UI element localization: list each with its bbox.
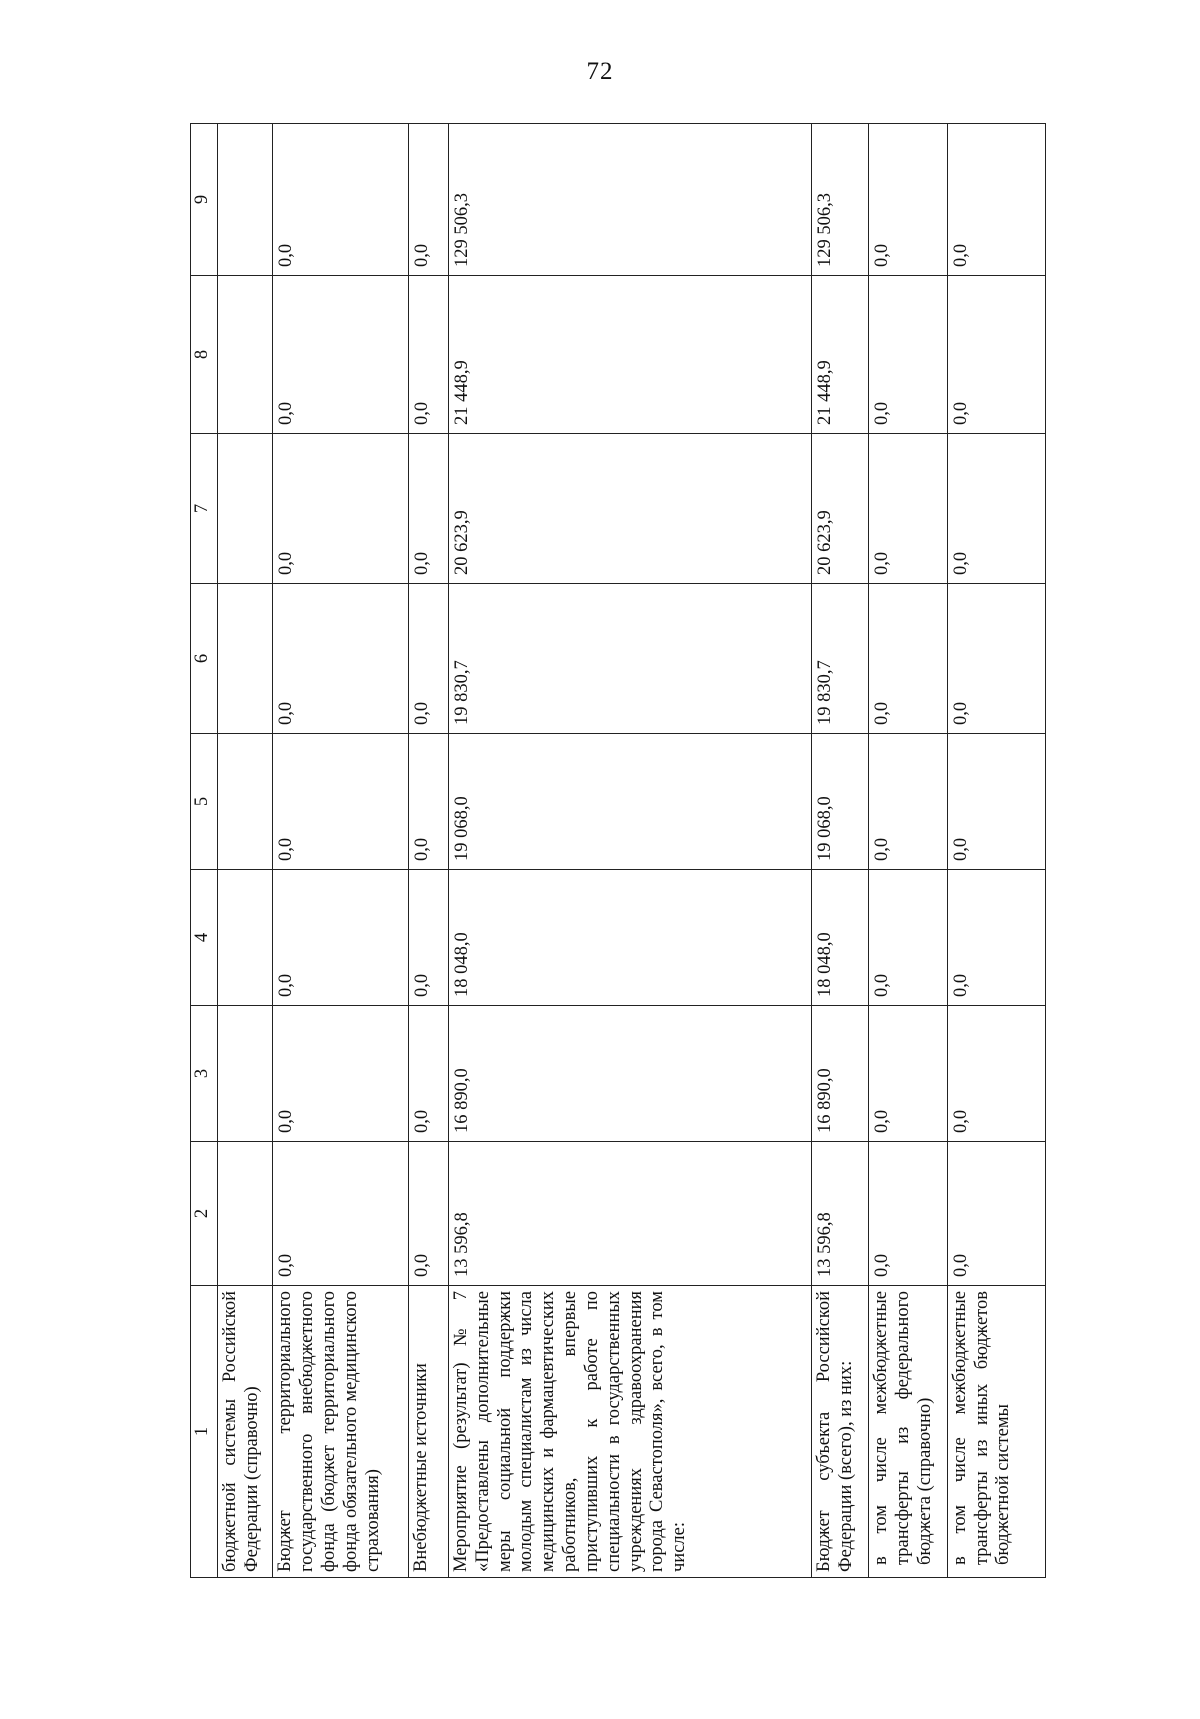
column-header: 5 [191, 734, 218, 870]
table-cell: 0,0 [273, 1006, 409, 1142]
table-cell: 0,0 [947, 434, 1045, 584]
table-cell [218, 734, 273, 870]
table-cell: 0,0 [409, 434, 449, 584]
table-cell: 0,0 [869, 584, 948, 734]
table-cell: 16 890,0 [449, 1006, 812, 1142]
table-cell: 0,0 [409, 124, 449, 276]
table-row [409, 124, 449, 1578]
table-cell: 0,0 [947, 276, 1045, 434]
table-cell: 0,0 [947, 734, 1045, 870]
row-label: Бюджет субъекта Российской Федерации (всего), из них: [811, 1286, 868, 1578]
table-row [218, 124, 273, 1578]
table-cell: 0,0 [409, 734, 449, 870]
row-label: Бюджет территориального государственного внебюджетного фонда (бюджет территориального фонда обязательного медицинского страхования) [273, 1286, 409, 1578]
table-cell: 0,0 [947, 124, 1045, 276]
table-cell: 0,0 [273, 434, 409, 584]
table-cell: 21 448,9 [449, 276, 812, 434]
page-number: 72 [586, 58, 614, 85]
table-cell: 0,0 [273, 1142, 409, 1286]
table-cell: 129 506,3 [449, 124, 812, 276]
table-cell: 19 068,0 [449, 734, 812, 870]
table-cell: 18 048,0 [449, 870, 812, 1006]
table-cell: 0,0 [869, 1006, 948, 1142]
table-cell: 0,0 [273, 734, 409, 870]
table-cell [218, 276, 273, 434]
table-cell: 0,0 [409, 1006, 449, 1142]
table-cell: 19 068,0 [811, 734, 868, 870]
rotated-table-wrapper [190, 124, 1046, 1578]
table-cell: 0,0 [869, 734, 948, 870]
table-cell [218, 434, 273, 584]
table-cell: 0,0 [869, 434, 948, 584]
table-cell: 19 830,7 [811, 584, 868, 734]
table-cell: 0,0 [869, 276, 948, 434]
column-header: 4 [191, 870, 218, 1006]
column-header: 2 [191, 1142, 218, 1286]
table-cell: 21 448,9 [811, 276, 868, 434]
table-cell: 18 048,0 [811, 870, 868, 1006]
table-row [811, 124, 868, 1578]
column-header: 3 [191, 1006, 218, 1142]
table-row [449, 124, 812, 1578]
table-cell: 0,0 [273, 584, 409, 734]
table-cell: 0,0 [409, 584, 449, 734]
table-cell: 129 506,3 [811, 124, 868, 276]
table-cell: 16 890,0 [811, 1006, 868, 1142]
row-label: бюджетной системы Российской Федерации (справочно) [218, 1286, 273, 1578]
table-row [947, 124, 1045, 1578]
row-label: в том числе межбюджетные трансферты из иных бюджетов бюджетной системы [947, 1286, 1045, 1578]
table-cell [218, 124, 273, 276]
table-row [273, 124, 409, 1578]
table-cell: 19 830,7 [449, 584, 812, 734]
table-cell: 0,0 [273, 870, 409, 1006]
table-row [869, 124, 948, 1578]
table-cell [218, 1142, 273, 1286]
row-label: Внебюджетные источники [409, 1286, 449, 1578]
table-cell: 0,0 [947, 584, 1045, 734]
table-cell: 0,0 [869, 124, 948, 276]
row-label: Мероприятие (результат) № 7 «Предоставлены дополнительные меры социальной поддержки молодым специалистам из числа медицинских и фармацевтических работников, впервые приступивших к работе по специальности в государственных учреждениях здравоохранения города Севастополя», всего, в том числе: [449, 1286, 812, 1578]
table-cell: 0,0 [273, 276, 409, 434]
table-cell: 20 623,9 [811, 434, 868, 584]
table-cell: 0,0 [869, 1142, 948, 1286]
column-header: 7 [191, 434, 218, 584]
column-header: 8 [191, 276, 218, 434]
column-header: 9 [191, 124, 218, 276]
table-cell: 0,0 [409, 870, 449, 1006]
table-cell: 0,0 [947, 1142, 1045, 1286]
table-cell: 0,0 [947, 870, 1045, 1006]
table-cell: 13 596,8 [811, 1142, 868, 1286]
column-header: 1 [191, 1286, 218, 1578]
column-header: 6 [191, 584, 218, 734]
header-row [191, 124, 218, 1578]
table-cell [218, 870, 273, 1006]
table-cell: 0,0 [273, 124, 409, 276]
table-cell: 0,0 [869, 870, 948, 1006]
budget-table [190, 123, 1046, 1578]
table-cell [218, 1006, 273, 1142]
table-cell: 0,0 [409, 1142, 449, 1286]
row-label: в том числе межбюджетные трансферты из федерального бюджета (справочно) [869, 1286, 948, 1578]
table-cell: 0,0 [409, 276, 449, 434]
table-cell: 0,0 [947, 1006, 1045, 1142]
table-cell [218, 584, 273, 734]
table-cell: 20 623,9 [449, 434, 812, 584]
table-cell: 13 596,8 [449, 1142, 812, 1286]
